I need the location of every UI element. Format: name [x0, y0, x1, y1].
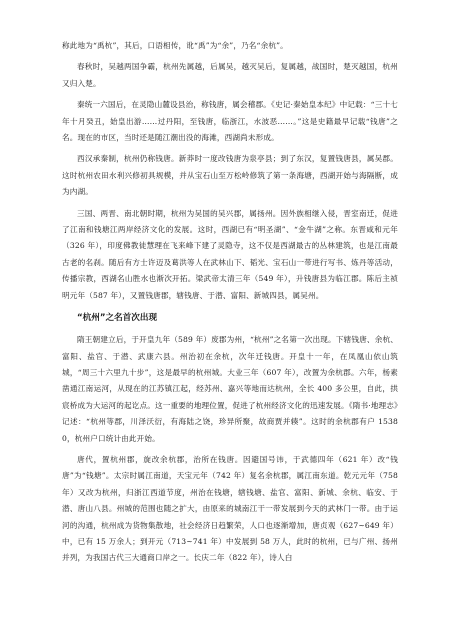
paragraph-1: 称此地为“禹杭”，其后，口语相传，讹“禹”为“余”，乃名“余杭”。 — [62, 41, 288, 50]
paragraph-6: 隋王朝建立后，于开皇九年（589 年）废郡为州，“杭州”之名第一次出现。下辖钱唐、余杭、富阳、盐官、于潜、武康六县。州治初在余杭，次年迁钱唐。开皇十一年，在凤凰山依山筑城，“周三十六里九十步”，这是最早的杭州城。大业三年（607 年），改置为余杭郡。六年，杨素凿通江南运河，从现在的江苏镇江起，经苏州、嘉兴等地而达杭州，全长 400 多公里，自此，拱宸桥成为大运河的起讫点。这一重要的地理位置，促进了杭州经济文化的迅速发展。《隋书·地理志》记述：“杭州等郡，川泽沃衍，有海陆之饶，珍异所聚，故商贾并辏”。这时的余杭郡有户 15380，杭州户口统计由此开始。 — [62, 335, 398, 443]
paragraph-4: 西汉承秦制，杭州仍称钱唐。新莽时一度改钱唐为泉亭县；到了东汉，复置钱唐县，属吴郡。这时杭州农田水利兴修初具规模，并从宝石山至万松岭修筑了第一条海塘，西湖开始与海隔断，成为内湖。 — [62, 154, 398, 197]
paragraph-3: 秦统一六国后，在灵隐山麓设县治，称钱唐，属会稽郡。《史记·秦始皇本纪》中记载：“三十七年十月癸丑，始皇出游……过丹阳，至钱唐，临浙江，水波恶……。”这是史籍最早记载“钱唐”之名。现在的市区，当时还是随江潮出没的海滩，西湖尚未形成。 — [62, 100, 398, 143]
section-heading: “杭州”之名首次出现 — [77, 313, 158, 324]
paragraph-2: 春秋时，吴越两国争霸，杭州先属越，后属吴，越灭吴后，复属越，战国时，楚灭越国，杭州又归入楚。 — [62, 62, 398, 88]
paragraph-5: 三国、两晋、南北朝时期，杭州为吴国的吴兴郡，属扬州。因外族相继入侵，晋室南迁，促进了江南和钱塘江两岸经济文化的发展。这时，西湖已有“明圣湖”、“金牛湖”之称。东晋咸和元年（326 年），印度佛教徒慧理在飞来峰下建了灵隐寺，这不仅是西湖最古的丛林建筑，也是江南最古老的名刹。随后有方士许迈及葛洪等人在武林山下、韬光、宝石山一带进行写书、炼丹等活动，传播宗教，西湖名山胜水也渐次开拓。梁武帝太清三年（549 年），升钱唐县为临江郡。陈后主祯明元年（587 年），又置钱唐郡，辖钱唐、于潜、富阳、新城四县，属吴州。 — [62, 208, 398, 300]
paragraph-7: 唐代，置杭州郡，旋改余杭郡，治所在钱唐。因避国号讳，于武德四年（621 年）改“钱唐”为“钱塘”。太宗时属江南道，天宝元年（742 年）复名余杭郡，属江南东道。乾元元年（758 年）又改为杭州，归浙江西道节度，州治在钱塘，辖钱塘、盐官、富阳、新城、余杭、临安、于潜、唐山八县。州城的范围也随之扩大，由原来的城南江干一带发展到今天的武林门一带。由于运河的沟通，杭州成为货物集散地，社会经济日趋繁荣，人口也逐渐增加，唐贞观（627~649 年）中，已有 15 万余人；到开元（713~741 年）中发展到 58 万人，此时的杭州，已与广州、扬州并列，为我国古代三大通商口岸之一。长庆二年（822 年），诗人白 — [62, 454, 398, 563]
